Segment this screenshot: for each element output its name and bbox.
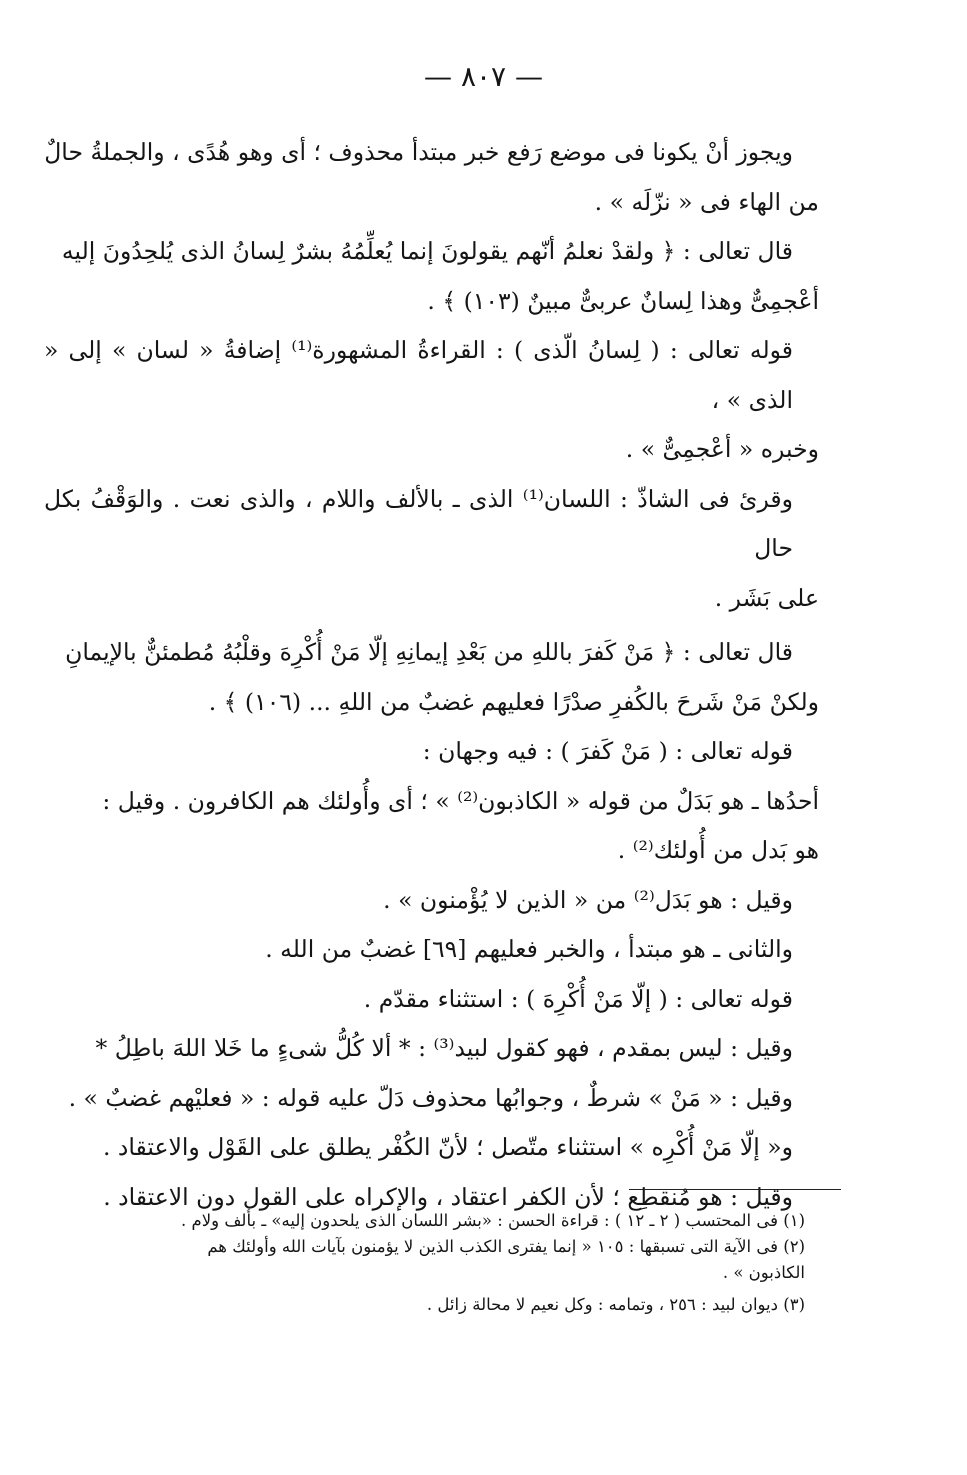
quran-verse: ولكنْ مَنْ شَرحَ بالكُفرِ صدْرًا فعليهم غضبٌ من اللهِ ... (١٠٦) ﴾ . <box>208 687 819 716</box>
text-line: قوله تعالى : ( مَنْ كَفرَ ) : فيه وجهان : <box>422 737 793 765</box>
page-number: — ٨٠٧ — <box>424 60 543 93</box>
text-line: وقرئ فى الشاذّ : اللسان⁽¹⁾ الذى ـ بالألف واللام ، والذى نعت . والوَقْفُ بكل حال <box>44 484 793 562</box>
main-text <box>44 128 819 1222</box>
quran-verse: أعْجمِىٌّ وهذا لِسانٌ عربىٌّ مبينٌ (١٠٣) ﴾ . <box>427 286 819 315</box>
text-line: وقيل : هو بَدَل⁽²⁾ من « الذين لا يُؤْمنون » . <box>383 885 793 914</box>
footnote-2-continued: الكاذبون » . <box>722 1263 805 1282</box>
footnotes <box>44 1208 819 1318</box>
footnote-2: (٢) فى الآية التى تسبقها : ١٠٥ « إنما يفترى الكذب الذين لا يؤمنون بآيات الله وأولئك هم <box>207 1237 805 1256</box>
text-line: قوله تعالى : ( لِسانُ الّذى ) : القراءةُ المشهورة⁽¹⁾ إضافةُ « لسان » إلى « الذى » ، <box>44 336 794 414</box>
text-line: أحدُها ـ هو بَدَلٌ من قوله « الكاذبون⁽²⁾ » ؛ أى وأُولئك هم الكافرون . وقيل : <box>102 786 819 815</box>
text-line: قوله تعالى : ( إلّا مَنْ أُكْرِهَ ) : استثناء مقدّم . <box>363 984 793 1013</box>
text-line: ويجوز أنْ يكونا فى موضع رَفع خبر مبتدأ محذوف ؛ أى وهو هُدًى ، والجملةُ حالٌ <box>44 138 793 166</box>
text-line: والثانى ـ هو مبتدأ ، والخبر فعليهم [٦٩] غضبٌ من الله . <box>265 935 793 963</box>
footnote-divider <box>629 1189 841 1190</box>
text-line: وقيل : « مَنْ » شرطٌ ، وجوابُها محذوف دَلّ عليه قوله : « فعليْهم غضبٌ » . <box>68 1083 793 1112</box>
text-line: هو بَدل من أُولئك⁽²⁾ . <box>617 836 819 864</box>
text-line: وخبره « أعْجمِىٌّ » . <box>625 435 819 463</box>
text-line: وقيل : هو مُنقطِع ؛ لأن الكفر اعتقاد ، والإكراه على القول دون الاعتقاد . <box>103 1182 793 1211</box>
footnote-1: (١) فى المحتسب ( ٢ ـ ١٢ ) : قراءة الحسن : «بشر اللسان الذى يلحدون إليه» ـ بألف ولام . <box>181 1211 805 1230</box>
text-line: من الهاء فى « نزّلَه » . <box>594 187 819 216</box>
text-line: على بَشَر . <box>714 583 819 612</box>
quran-verse: قال تعالى : ﴿ ولقدْ نعلمُ أنّهم يقولونَ إنما يُعلِّمُهُ بشرٌ لِسانُ الذى يُلحِدُونَ إليه <box>61 237 793 265</box>
text-line: و« إلّا مَنْ أُكْرِه » استثناء متّصل ؛ لأنّ الكُفْر يطلق على القَوْل والاعتقاد . <box>102 1133 793 1161</box>
poetry-citation-line: وقيل : ليس بمقدم ، فهو كقول لبيد⁽³⁾ : * ألا كُلُّ شىءٍ ما خَلا اللهَ باطِلُ * <box>95 1034 793 1062</box>
footnote-3: (٣) ديوان لبيد : ٢٥٦ ، وتمامه : وكل نعيم لا محالة زائل . <box>426 1295 805 1314</box>
quran-verse: قال تعالى : ﴿ مَنْ كَفرَ باللهِ من بَعْدِ إيمانِهِ إلّا مَنْ أُكْرِهَ وقلْبُهُ مُطمئنٌّ بالإيمانِ <box>65 638 793 666</box>
